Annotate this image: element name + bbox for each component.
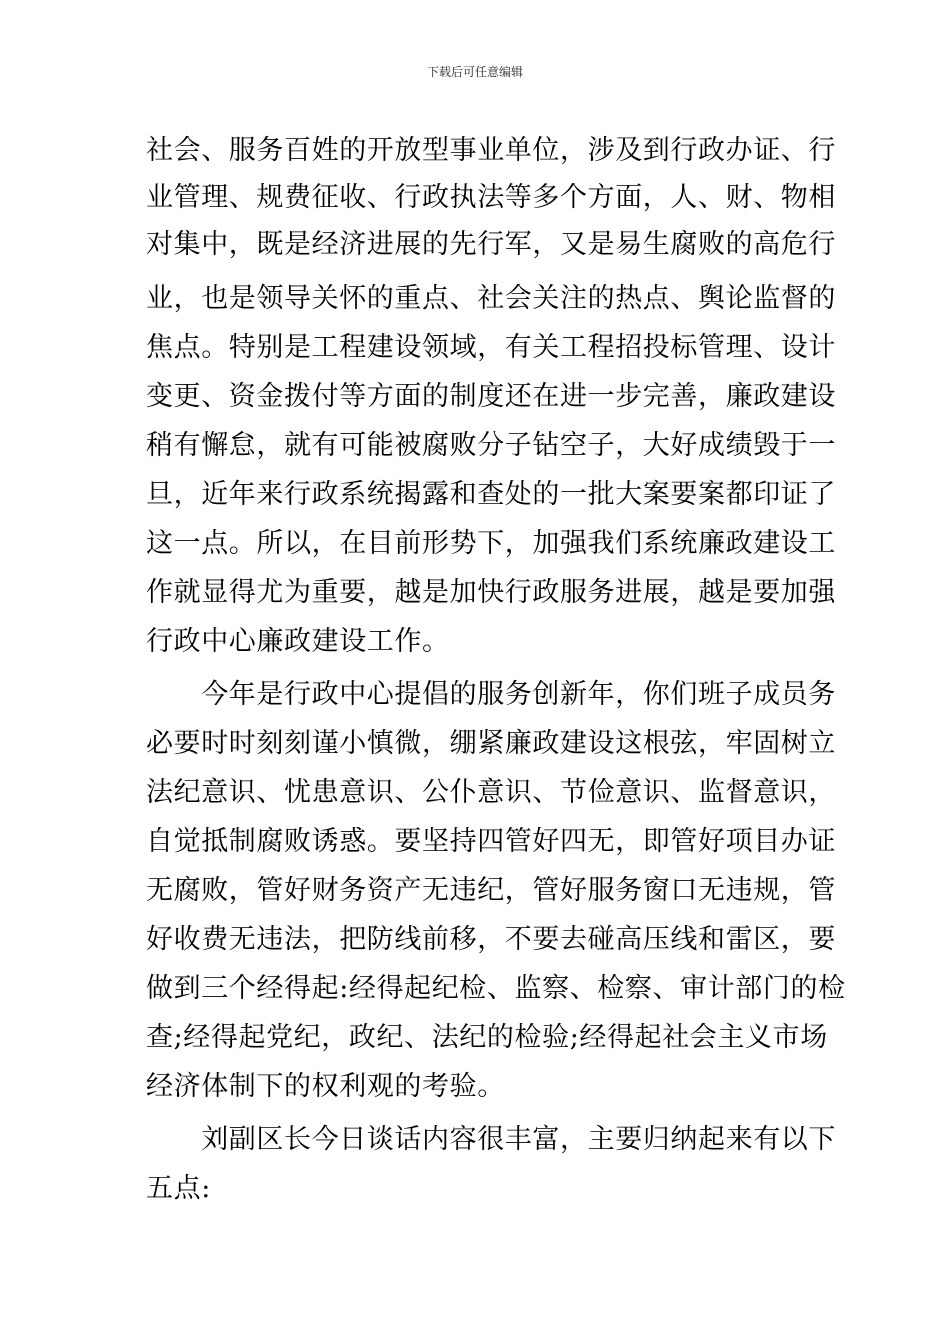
- text-line: 作就显得尤为重要，越是加快行政服务进展，越是要加强: [146, 577, 836, 608]
- text-line: 查;经得起党纪，政纪、法纪的检验;经得起社会主义市场: [146, 1022, 828, 1053]
- text-line: 必要时时刻刻谨小慎微，绷紧廉政建设这根弦，牢固树立: [146, 728, 836, 759]
- text-line: 稍有懈怠，就有可能被腐败分子钻空子，大好成绩毁于一: [146, 430, 836, 461]
- text-line: 无腐败，管好财务资产无违纪，管好服务窗口无违规，管: [146, 875, 836, 906]
- text-line: 五点:: [146, 1173, 211, 1204]
- page-header-note: 下载后可任意编辑: [426, 65, 523, 79]
- text-line: 刘副区长今日谈话内容很丰富，主要归纳起来有以下: [146, 1124, 836, 1155]
- text-line: 法纪意识、忧患意识、公仆意识、节俭意识、监督意识，: [146, 777, 836, 808]
- text-line: 旦，近年来行政系统揭露和查处的一批大案要案都印证了: [146, 479, 836, 510]
- text-line: 做到三个经得起:经得起纪检、监察、检察、审计部门的检: [146, 973, 846, 1004]
- text-line: 行政中心廉政建设工作。: [146, 626, 450, 657]
- text-line: 社会、服务百姓的开放型事业单位，涉及到行政办证、行: [146, 135, 836, 166]
- text-line: 好收费无违法，把防线前移，不要去碰高压线和雷区，要: [146, 924, 836, 955]
- text-line: 对集中，既是经济进展的先行军，又是易生腐败的高危行: [146, 229, 836, 260]
- text-line: 焦点。特别是工程建设领域，有关工程招投标管理、设计: [146, 332, 836, 363]
- text-line: 今年是行政中心提倡的服务创新年，你们班子成员务: [146, 679, 836, 710]
- text-line: 业管理、规费征收、行政执法等多个方面，人、财、物相: [146, 182, 836, 213]
- text-line: 这一点。所以，在目前形势下，加强我们系统廉政建设工: [146, 528, 836, 559]
- text-line: 业，也是领导关怀的重点、社会关注的热点、舆论监督的: [146, 283, 836, 314]
- text-line: 经济体制下的权利观的考验。: [146, 1071, 505, 1102]
- text-line: 变更、资金拨付等方面的制度还在进一步完善，廉政建设: [146, 381, 836, 412]
- text-line: 自觉抵制腐败诱惑。要坚持四管好四无，即管好项目办证: [146, 826, 836, 857]
